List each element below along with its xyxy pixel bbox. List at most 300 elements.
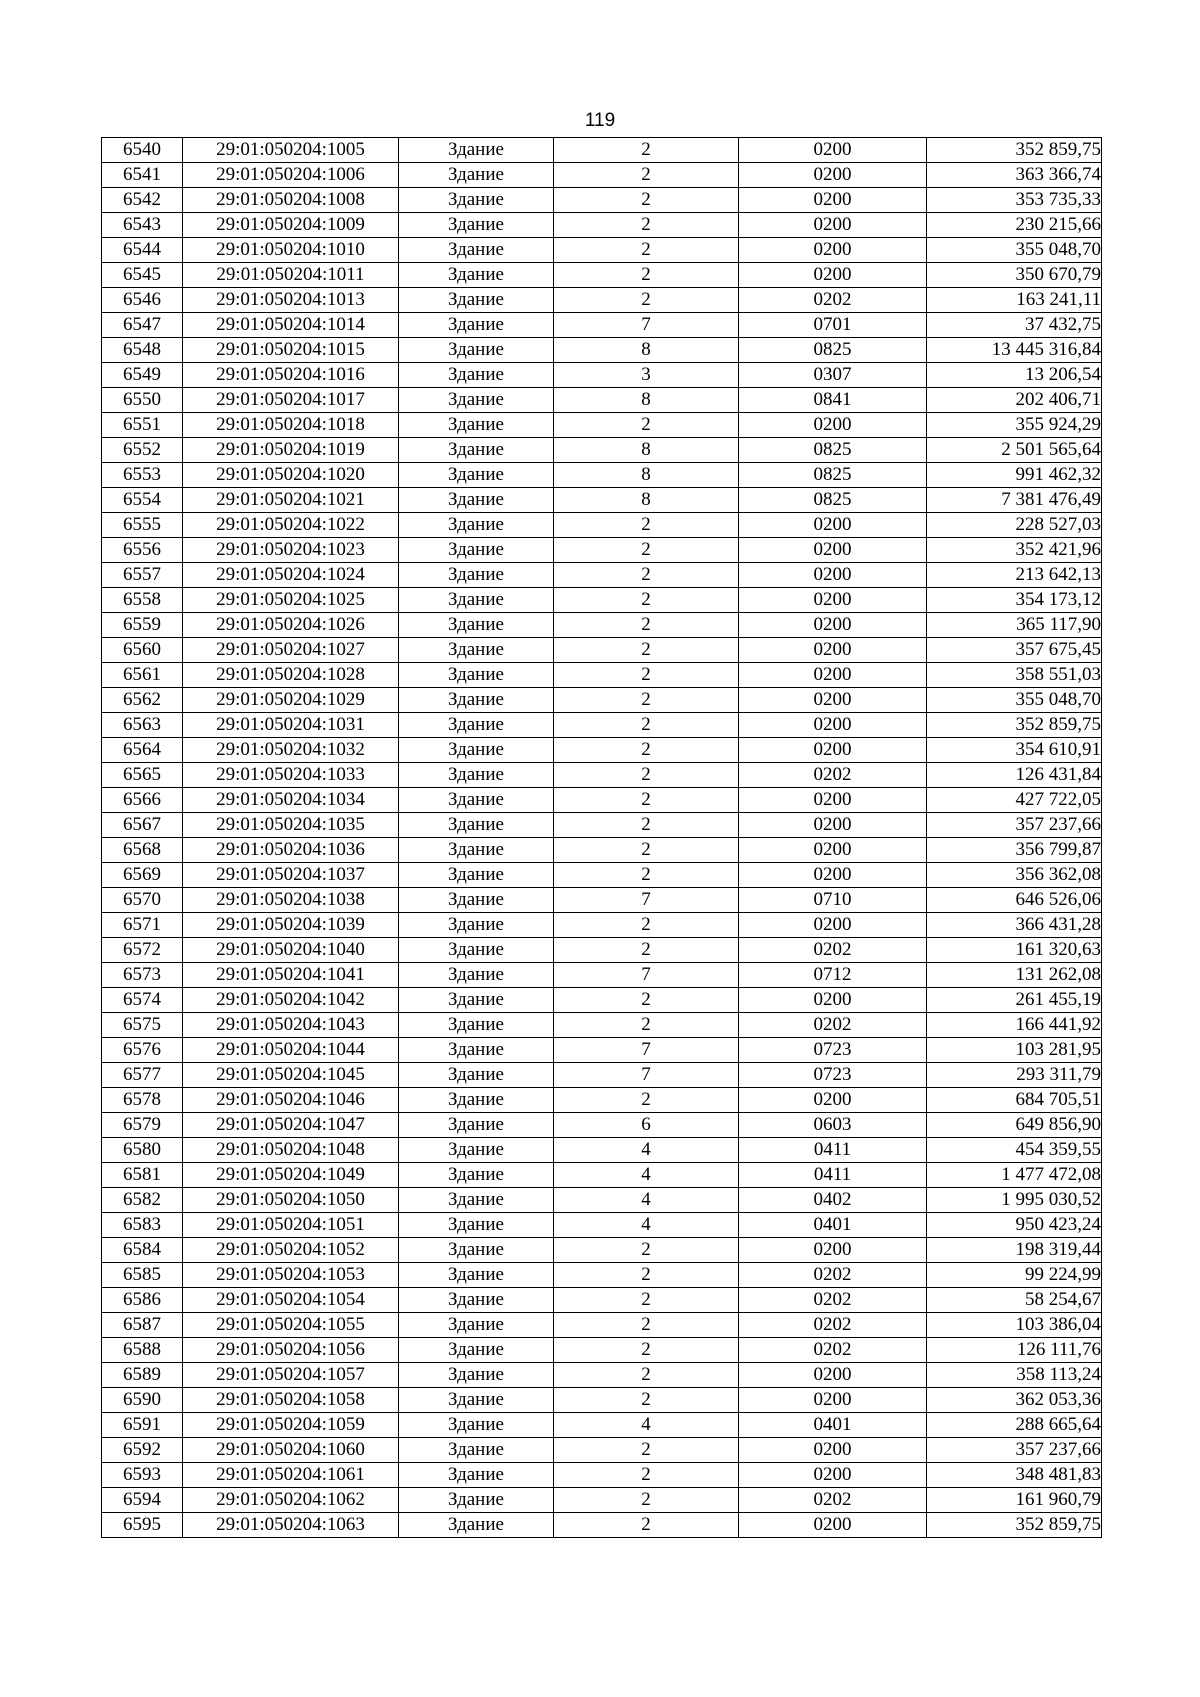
cadastral-value-cell: 357 675,45 <box>927 638 1102 663</box>
cadastral-number-cell: 29:01:050204:1060 <box>183 1438 399 1463</box>
code-cell: 0200 <box>739 1388 927 1413</box>
object-type-cell: Здание <box>399 263 554 288</box>
group-cell: 3 <box>554 363 739 388</box>
row-number-cell: 6591 <box>102 1413 183 1438</box>
group-cell: 2 <box>554 863 739 888</box>
cadastral-value-cell: 103 281,95 <box>927 1038 1102 1063</box>
object-type-cell: Здание <box>399 1288 554 1313</box>
object-type-cell: Здание <box>399 363 554 388</box>
row-number-cell: 6578 <box>102 1088 183 1113</box>
cadastral-number-cell: 29:01:050204:1054 <box>183 1288 399 1313</box>
cadastral-number-cell: 29:01:050204:1037 <box>183 863 399 888</box>
table-row <box>102 888 1102 913</box>
cadastral-value-cell: 649 856,90 <box>927 1113 1102 1138</box>
table-row <box>102 563 1102 588</box>
group-cell: 2 <box>554 1013 739 1038</box>
cadastral-number-cell: 29:01:050204:1005 <box>183 138 399 163</box>
cadastral-value-cell: 103 386,04 <box>927 1313 1102 1338</box>
group-cell: 2 <box>554 1288 739 1313</box>
group-cell: 2 <box>554 138 739 163</box>
row-number-cell: 6546 <box>102 288 183 313</box>
cadastral-value-cell: 357 237,66 <box>927 1438 1102 1463</box>
object-type-cell: Здание <box>399 213 554 238</box>
code-cell: 0825 <box>739 338 927 363</box>
code-cell: 0200 <box>739 138 927 163</box>
row-number-cell: 6550 <box>102 388 183 413</box>
object-type-cell: Здание <box>399 188 554 213</box>
table-row <box>102 1488 1102 1513</box>
cadastral-value-cell: 352 859,75 <box>927 138 1102 163</box>
cadastral-number-cell: 29:01:050204:1051 <box>183 1213 399 1238</box>
cadastral-number-cell: 29:01:050204:1050 <box>183 1188 399 1213</box>
cadastral-value-cell: 352 421,96 <box>927 538 1102 563</box>
row-number-cell: 6576 <box>102 1038 183 1063</box>
table-row <box>102 938 1102 963</box>
code-cell: 0200 <box>739 988 927 1013</box>
table-row <box>102 1038 1102 1063</box>
cadastral-number-cell: 29:01:050204:1055 <box>183 1313 399 1338</box>
code-cell: 0200 <box>739 1363 927 1388</box>
table-row <box>102 313 1102 338</box>
table-row <box>102 1238 1102 1263</box>
row-number-cell: 6561 <box>102 663 183 688</box>
group-cell: 8 <box>554 338 739 363</box>
cadastral-number-cell: 29:01:050204:1052 <box>183 1238 399 1263</box>
cadastral-number-cell: 29:01:050204:1015 <box>183 338 399 363</box>
code-cell: 0200 <box>739 163 927 188</box>
group-cell: 2 <box>554 563 739 588</box>
cadastral-number-cell: 29:01:050204:1013 <box>183 288 399 313</box>
code-cell: 0202 <box>739 763 927 788</box>
group-cell: 2 <box>554 238 739 263</box>
group-cell: 2 <box>554 1388 739 1413</box>
cadastral-value-cell: 358 551,03 <box>927 663 1102 688</box>
group-cell: 2 <box>554 613 739 638</box>
object-type-cell: Здание <box>399 1213 554 1238</box>
table-row <box>102 513 1102 538</box>
code-cell: 0202 <box>739 1313 927 1338</box>
object-type-cell: Здание <box>399 1513 554 1538</box>
group-cell: 2 <box>554 588 739 613</box>
table-row <box>102 438 1102 463</box>
cadastral-value-cell: 131 262,08 <box>927 963 1102 988</box>
group-cell: 2 <box>554 738 739 763</box>
code-cell: 0712 <box>739 963 927 988</box>
cadastral-number-cell: 29:01:050204:1035 <box>183 813 399 838</box>
cadastral-value-cell: 99 224,99 <box>927 1263 1102 1288</box>
code-cell: 0723 <box>739 1038 927 1063</box>
cadastral-number-cell: 29:01:050204:1042 <box>183 988 399 1013</box>
object-type-cell: Здание <box>399 238 554 263</box>
cadastral-value-cell: 348 481,83 <box>927 1463 1102 1488</box>
cadastral-value-cell: 58 254,67 <box>927 1288 1102 1313</box>
table-row <box>102 1463 1102 1488</box>
code-cell: 0200 <box>739 188 927 213</box>
page-number: 119 <box>584 110 616 131</box>
table-row <box>102 463 1102 488</box>
cadastral-number-cell: 29:01:050204:1040 <box>183 938 399 963</box>
object-type-cell: Здание <box>399 1038 554 1063</box>
object-type-cell: Здание <box>399 1438 554 1463</box>
group-cell: 2 <box>554 1238 739 1263</box>
group-cell: 4 <box>554 1138 739 1163</box>
table-row <box>102 1213 1102 1238</box>
group-cell: 2 <box>554 163 739 188</box>
cadastral-value-cell: 454 359,55 <box>927 1138 1102 1163</box>
cadastral-number-cell: 29:01:050204:1029 <box>183 688 399 713</box>
cadastral-value-cell: 126 431,84 <box>927 763 1102 788</box>
cadastral-number-cell: 29:01:050204:1045 <box>183 1063 399 1088</box>
table-row <box>102 188 1102 213</box>
table-row <box>102 1113 1102 1138</box>
cadastral-value-cell: 352 859,75 <box>927 1513 1102 1538</box>
row-number-cell: 6577 <box>102 1063 183 1088</box>
code-cell: 0202 <box>739 1263 927 1288</box>
cadastral-value-cell: 161 320,63 <box>927 938 1102 963</box>
row-number-cell: 6554 <box>102 488 183 513</box>
table-row <box>102 788 1102 813</box>
code-cell: 0200 <box>739 713 927 738</box>
row-number-cell: 6595 <box>102 1513 183 1538</box>
object-type-cell: Здание <box>399 1488 554 1513</box>
table-row <box>102 488 1102 513</box>
cadastral-value-cell: 350 670,79 <box>927 263 1102 288</box>
code-cell: 0202 <box>739 1288 927 1313</box>
table-row <box>102 288 1102 313</box>
group-cell: 2 <box>554 688 739 713</box>
object-type-cell: Здание <box>399 663 554 688</box>
object-type-cell: Здание <box>399 638 554 663</box>
code-cell: 0825 <box>739 463 927 488</box>
cadastral-number-cell: 29:01:050204:1010 <box>183 238 399 263</box>
cadastral-number-cell: 29:01:050204:1025 <box>183 588 399 613</box>
table-row <box>102 813 1102 838</box>
object-type-cell: Здание <box>399 788 554 813</box>
object-type-cell: Здание <box>399 713 554 738</box>
row-number-cell: 6575 <box>102 1013 183 1038</box>
cadastral-number-cell: 29:01:050204:1039 <box>183 913 399 938</box>
code-cell: 0701 <box>739 313 927 338</box>
row-number-cell: 6543 <box>102 213 183 238</box>
table-row <box>102 1288 1102 1313</box>
row-number-cell: 6567 <box>102 813 183 838</box>
code-cell: 0200 <box>739 238 927 263</box>
cadastral-value-cell: 1 477 472,08 <box>927 1163 1102 1188</box>
row-number-cell: 6592 <box>102 1438 183 1463</box>
table-row <box>102 1163 1102 1188</box>
object-type-cell: Здание <box>399 588 554 613</box>
table-row <box>102 338 1102 363</box>
cadastral-number-cell: 29:01:050204:1047 <box>183 1113 399 1138</box>
cadastral-value-cell: 357 237,66 <box>927 813 1102 838</box>
cadastral-number-cell: 29:01:050204:1028 <box>183 663 399 688</box>
cadastral-number-cell: 29:01:050204:1022 <box>183 513 399 538</box>
row-number-cell: 6552 <box>102 438 183 463</box>
object-type-cell: Здание <box>399 1338 554 1363</box>
group-cell: 2 <box>554 913 739 938</box>
object-type-cell: Здание <box>399 1188 554 1213</box>
row-number-cell: 6570 <box>102 888 183 913</box>
cadastral-number-cell: 29:01:050204:1041 <box>183 963 399 988</box>
table-row <box>102 963 1102 988</box>
code-cell: 0202 <box>739 1488 927 1513</box>
cadastral-value-cell: 354 173,12 <box>927 588 1102 613</box>
cadastral-value-cell: 37 432,75 <box>927 313 1102 338</box>
row-number-cell: 6572 <box>102 938 183 963</box>
cadastral-value-cell: 355 924,29 <box>927 413 1102 438</box>
row-number-cell: 6542 <box>102 188 183 213</box>
code-cell: 0401 <box>739 1413 927 1438</box>
object-type-cell: Здание <box>399 138 554 163</box>
group-cell: 2 <box>554 763 739 788</box>
object-type-cell: Здание <box>399 1138 554 1163</box>
object-type-cell: Здание <box>399 313 554 338</box>
code-cell: 0202 <box>739 288 927 313</box>
group-cell: 2 <box>554 413 739 438</box>
code-cell: 0200 <box>739 863 927 888</box>
table-row <box>102 838 1102 863</box>
cadastral-value-cell: 365 117,90 <box>927 613 1102 638</box>
table-row <box>102 388 1102 413</box>
cadastral-number-cell: 29:01:050204:1027 <box>183 638 399 663</box>
row-number-cell: 6568 <box>102 838 183 863</box>
row-number-cell: 6580 <box>102 1138 183 1163</box>
table-row <box>102 638 1102 663</box>
cadastral-number-cell: 29:01:050204:1046 <box>183 1088 399 1113</box>
group-cell: 2 <box>554 938 739 963</box>
group-cell: 7 <box>554 963 739 988</box>
code-cell: 0202 <box>739 938 927 963</box>
group-cell: 2 <box>554 788 739 813</box>
table-row <box>102 213 1102 238</box>
cadastral-number-cell: 29:01:050204:1006 <box>183 163 399 188</box>
row-number-cell: 6593 <box>102 1463 183 1488</box>
table-row <box>102 1413 1102 1438</box>
object-type-cell: Здание <box>399 1388 554 1413</box>
group-cell: 7 <box>554 888 739 913</box>
table-row <box>102 1063 1102 1088</box>
object-type-cell: Здание <box>399 438 554 463</box>
object-type-cell: Здание <box>399 688 554 713</box>
object-type-cell: Здание <box>399 613 554 638</box>
code-cell: 0841 <box>739 388 927 413</box>
row-number-cell: 6594 <box>102 1488 183 1513</box>
table-row <box>102 1313 1102 1338</box>
row-number-cell: 6562 <box>102 688 183 713</box>
cadastral-value-cell: 354 610,91 <box>927 738 1102 763</box>
cadastral-number-cell: 29:01:050204:1033 <box>183 763 399 788</box>
cadastral-value-cell: 7 381 476,49 <box>927 488 1102 513</box>
row-number-cell: 6556 <box>102 538 183 563</box>
group-cell: 2 <box>554 213 739 238</box>
object-type-cell: Здание <box>399 1163 554 1188</box>
cadastral-value-cell: 261 455,19 <box>927 988 1102 1013</box>
cadastral-value-cell: 353 735,33 <box>927 188 1102 213</box>
cadastral-number-cell: 29:01:050204:1058 <box>183 1388 399 1413</box>
code-cell: 0200 <box>739 538 927 563</box>
row-number-cell: 6573 <box>102 963 183 988</box>
object-type-cell: Здание <box>399 913 554 938</box>
cadastral-number-cell: 29:01:050204:1061 <box>183 1463 399 1488</box>
row-number-cell: 6583 <box>102 1213 183 1238</box>
row-number-cell: 6541 <box>102 163 183 188</box>
code-cell: 0710 <box>739 888 927 913</box>
row-number-cell: 6547 <box>102 313 183 338</box>
cadastral-number-cell: 29:01:050204:1011 <box>183 263 399 288</box>
cadastral-number-cell: 29:01:050204:1024 <box>183 563 399 588</box>
group-cell: 2 <box>554 1363 739 1388</box>
group-cell: 2 <box>554 288 739 313</box>
cadastral-value-cell: 293 311,79 <box>927 1063 1102 1088</box>
cadastral-value-cell: 230 215,66 <box>927 213 1102 238</box>
code-cell: 0200 <box>739 738 927 763</box>
table-row <box>102 1013 1102 1038</box>
code-cell: 0200 <box>739 813 927 838</box>
table-row <box>102 1263 1102 1288</box>
code-cell: 0200 <box>739 788 927 813</box>
cadastral-number-cell: 29:01:050204:1026 <box>183 613 399 638</box>
table-row <box>102 1188 1102 1213</box>
object-type-cell: Здание <box>399 538 554 563</box>
cadastral-number-cell: 29:01:050204:1019 <box>183 438 399 463</box>
row-number-cell: 6574 <box>102 988 183 1013</box>
cadastral-number-cell: 29:01:050204:1017 <box>183 388 399 413</box>
cadastral-value-cell: 202 406,71 <box>927 388 1102 413</box>
row-number-cell: 6566 <box>102 788 183 813</box>
code-cell: 0200 <box>739 663 927 688</box>
code-cell: 0200 <box>739 638 927 663</box>
row-number-cell: 6544 <box>102 238 183 263</box>
group-cell: 8 <box>554 463 739 488</box>
code-cell: 0200 <box>739 1438 927 1463</box>
code-cell: 0200 <box>739 513 927 538</box>
cadastral-value-cell: 352 859,75 <box>927 713 1102 738</box>
code-cell: 0411 <box>739 1138 927 1163</box>
cadastral-value-cell: 166 441,92 <box>927 1013 1102 1038</box>
table-row <box>102 1388 1102 1413</box>
object-type-cell: Здание <box>399 513 554 538</box>
object-type-cell: Здание <box>399 888 554 913</box>
object-type-cell: Здание <box>399 1263 554 1288</box>
row-number-cell: 6553 <box>102 463 183 488</box>
cadastral-value-cell: 356 362,08 <box>927 863 1102 888</box>
code-cell: 0200 <box>739 613 927 638</box>
row-number-cell: 6565 <box>102 763 183 788</box>
cadastral-value-cell: 646 526,06 <box>927 888 1102 913</box>
group-cell: 2 <box>554 663 739 688</box>
code-cell: 0200 <box>739 413 927 438</box>
object-type-cell: Здание <box>399 163 554 188</box>
row-number-cell: 6548 <box>102 338 183 363</box>
object-type-cell: Здание <box>399 288 554 313</box>
object-type-cell: Здание <box>399 488 554 513</box>
cadastral-value-cell: 2 501 565,64 <box>927 438 1102 463</box>
table-row <box>102 988 1102 1013</box>
code-cell: 0603 <box>739 1113 927 1138</box>
code-cell: 0200 <box>739 688 927 713</box>
cadastral-value-cell: 427 722,05 <box>927 788 1102 813</box>
table-row <box>102 613 1102 638</box>
code-cell: 0401 <box>739 1213 927 1238</box>
cadastral-number-cell: 29:01:050204:1057 <box>183 1363 399 1388</box>
group-cell: 2 <box>554 1338 739 1363</box>
cadastral-value-cell: 991 462,32 <box>927 463 1102 488</box>
table-row <box>102 413 1102 438</box>
group-cell: 4 <box>554 1163 739 1188</box>
cadastral-number-cell: 29:01:050204:1020 <box>183 463 399 488</box>
cadastral-number-cell: 29:01:050204:1032 <box>183 738 399 763</box>
object-type-cell: Здание <box>399 938 554 963</box>
row-number-cell: 6559 <box>102 613 183 638</box>
group-cell: 2 <box>554 713 739 738</box>
code-cell: 0202 <box>739 1013 927 1038</box>
row-number-cell: 6564 <box>102 738 183 763</box>
object-type-cell: Здание <box>399 838 554 863</box>
group-cell: 4 <box>554 1413 739 1438</box>
cadastral-number-cell: 29:01:050204:1062 <box>183 1488 399 1513</box>
code-cell: 0200 <box>739 1088 927 1113</box>
row-number-cell: 6555 <box>102 513 183 538</box>
cadastral-number-cell: 29:01:050204:1014 <box>183 313 399 338</box>
table-row <box>102 663 1102 688</box>
code-cell: 0200 <box>739 1513 927 1538</box>
code-cell: 0307 <box>739 363 927 388</box>
row-number-cell: 6579 <box>102 1113 183 1138</box>
cadastral-number-cell: 29:01:050204:1053 <box>183 1263 399 1288</box>
cadastral-value-cell: 126 111,76 <box>927 1338 1102 1363</box>
object-type-cell: Здание <box>399 563 554 588</box>
cadastral-value-cell: 363 366,74 <box>927 163 1102 188</box>
object-type-cell: Здание <box>399 1363 554 1388</box>
cadastral-number-cell: 29:01:050204:1018 <box>183 413 399 438</box>
object-type-cell: Здание <box>399 1063 554 1088</box>
row-number-cell: 6540 <box>102 138 183 163</box>
object-type-cell: Здание <box>399 1413 554 1438</box>
group-cell: 2 <box>554 988 739 1013</box>
row-number-cell: 6589 <box>102 1363 183 1388</box>
group-cell: 2 <box>554 838 739 863</box>
table-row <box>102 863 1102 888</box>
cadastral-number-cell: 29:01:050204:1023 <box>183 538 399 563</box>
object-type-cell: Здание <box>399 1013 554 1038</box>
table-row <box>102 688 1102 713</box>
group-cell: 2 <box>554 1513 739 1538</box>
group-cell: 7 <box>554 1038 739 1063</box>
group-cell: 2 <box>554 1438 739 1463</box>
cadastral-number-cell: 29:01:050204:1034 <box>183 788 399 813</box>
table-row <box>102 1363 1102 1388</box>
row-number-cell: 6545 <box>102 263 183 288</box>
cadastral-number-cell: 29:01:050204:1063 <box>183 1513 399 1538</box>
code-cell: 0200 <box>739 263 927 288</box>
cadastral-value-cell: 228 527,03 <box>927 513 1102 538</box>
row-number-cell: 6549 <box>102 363 183 388</box>
row-number-cell: 6557 <box>102 563 183 588</box>
table-row <box>102 1438 1102 1463</box>
table-row <box>102 1088 1102 1113</box>
cadastral-value-cell: 356 799,87 <box>927 838 1102 863</box>
table-row <box>102 363 1102 388</box>
row-number-cell: 6581 <box>102 1163 183 1188</box>
cadastral-value-cell: 163 241,11 <box>927 288 1102 313</box>
object-type-cell: Здание <box>399 413 554 438</box>
group-cell: 8 <box>554 388 739 413</box>
object-type-cell: Здание <box>399 963 554 988</box>
object-type-cell: Здание <box>399 463 554 488</box>
group-cell: 2 <box>554 263 739 288</box>
cadastral-number-cell: 29:01:050204:1016 <box>183 363 399 388</box>
cadastral-value-cell: 355 048,70 <box>927 688 1102 713</box>
